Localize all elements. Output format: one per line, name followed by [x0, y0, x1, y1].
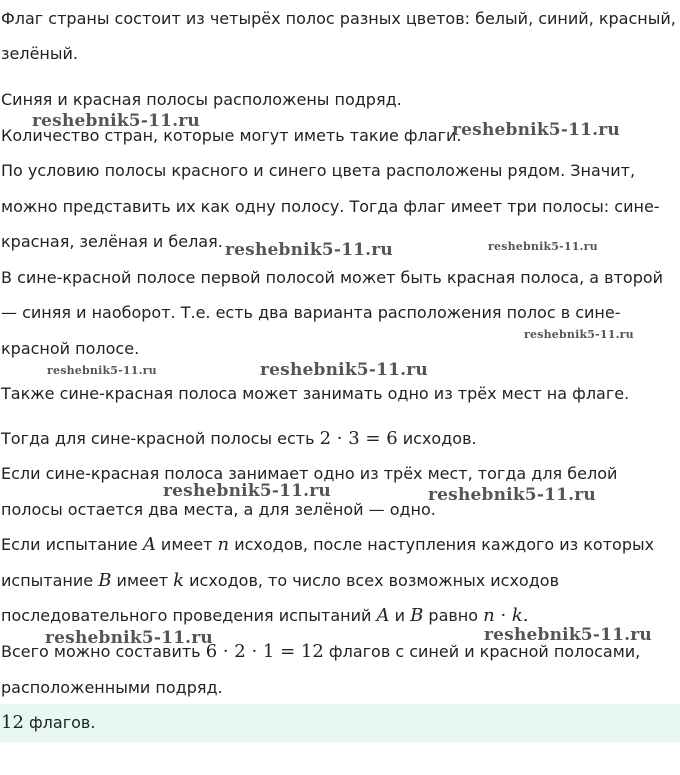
text-line: Если сине-красная полоса занимает одно из трёх мест, тогда для белой: [1, 464, 618, 483]
math-expression: 2 · 3 = 6: [319, 428, 398, 449]
answer-text: 12 флагов.: [1, 712, 96, 733]
variable: A: [142, 534, 156, 555]
text-line: расположенными подряд.: [1, 678, 223, 697]
text-line: По условию полосы красного и синего цвета расположены рядом. Значит,: [1, 161, 636, 180]
variable: A: [376, 605, 390, 626]
watermark: reshebnik5-11.ru: [32, 111, 200, 131]
watermark: reshebnik5-11.ru: [452, 120, 620, 140]
answer-number: 12: [1, 712, 24, 733]
watermark: reshebnik5-11.ru: [47, 364, 157, 377]
text-line: Синяя и красная полосы расположены подряд.: [1, 90, 402, 109]
variable: B: [410, 605, 424, 626]
rule-line: последовательного проведения испытаний A и B равно n · k.: [1, 605, 529, 626]
text-line: В сине-красной полосе первой полосой может быть красная полоса, а второй: [1, 268, 664, 287]
text-line: полосы остается два места, а для зелёной — одно.: [1, 500, 436, 519]
watermark: reshebnik5-11.ru: [488, 240, 598, 253]
total-line: Всего можно составить 6 · 2 · 1 = 12 флагов с синей и красной полосами,: [1, 641, 641, 662]
text-line: Также сине-красная полоса может занимать одно из трёх мест на флаге.: [1, 384, 630, 403]
watermark: reshebnik5-11.ru: [225, 240, 393, 260]
watermark: reshebnik5-11.ru: [260, 360, 428, 380]
variable: n: [217, 534, 230, 555]
rule-line: испытание B имеет k исходов, то число всех возможных исходов: [1, 570, 559, 591]
watermark: reshebnik5-11.ru: [524, 328, 634, 341]
watermark: reshebnik5-11.ru: [428, 485, 596, 505]
variable: k: [173, 570, 185, 591]
math-expression: 6 · 2 · 1 = 12: [205, 641, 324, 662]
text-line: — синяя и наоборот. Т.е. есть два варианта расположения полос в сине-: [1, 303, 621, 322]
rule-line: Если испытание A имеет n исходов, после наступления каждого из которых: [1, 534, 655, 555]
watermark: reshebnik5-11.ru: [484, 625, 652, 645]
watermark: reshebnik5-11.ru: [163, 481, 331, 501]
answer-box: [0, 704, 680, 742]
watermark: reshebnik5-11.ru: [45, 628, 213, 648]
text-line: Флаг страны состоит из четырёх полос разных цветов: белый, синий, красный,: [1, 9, 676, 28]
text-line: красной полосе.: [1, 339, 140, 358]
text-line: зелёный.: [1, 44, 78, 63]
text-line: можно представить их как одну полосу. Тогда флаг имеет три полосы: сине-: [1, 197, 660, 216]
math-expression: n · k.: [483, 605, 529, 626]
text-line: красная, зелёная и белая.: [1, 232, 223, 251]
text-line: Количество стран, которые могут иметь такие флаги.: [1, 126, 462, 145]
variable: B: [98, 570, 112, 591]
outcomes-line: Тогда для сине-красной полосы есть 2 · 3 = 6 исходов.: [1, 428, 477, 449]
